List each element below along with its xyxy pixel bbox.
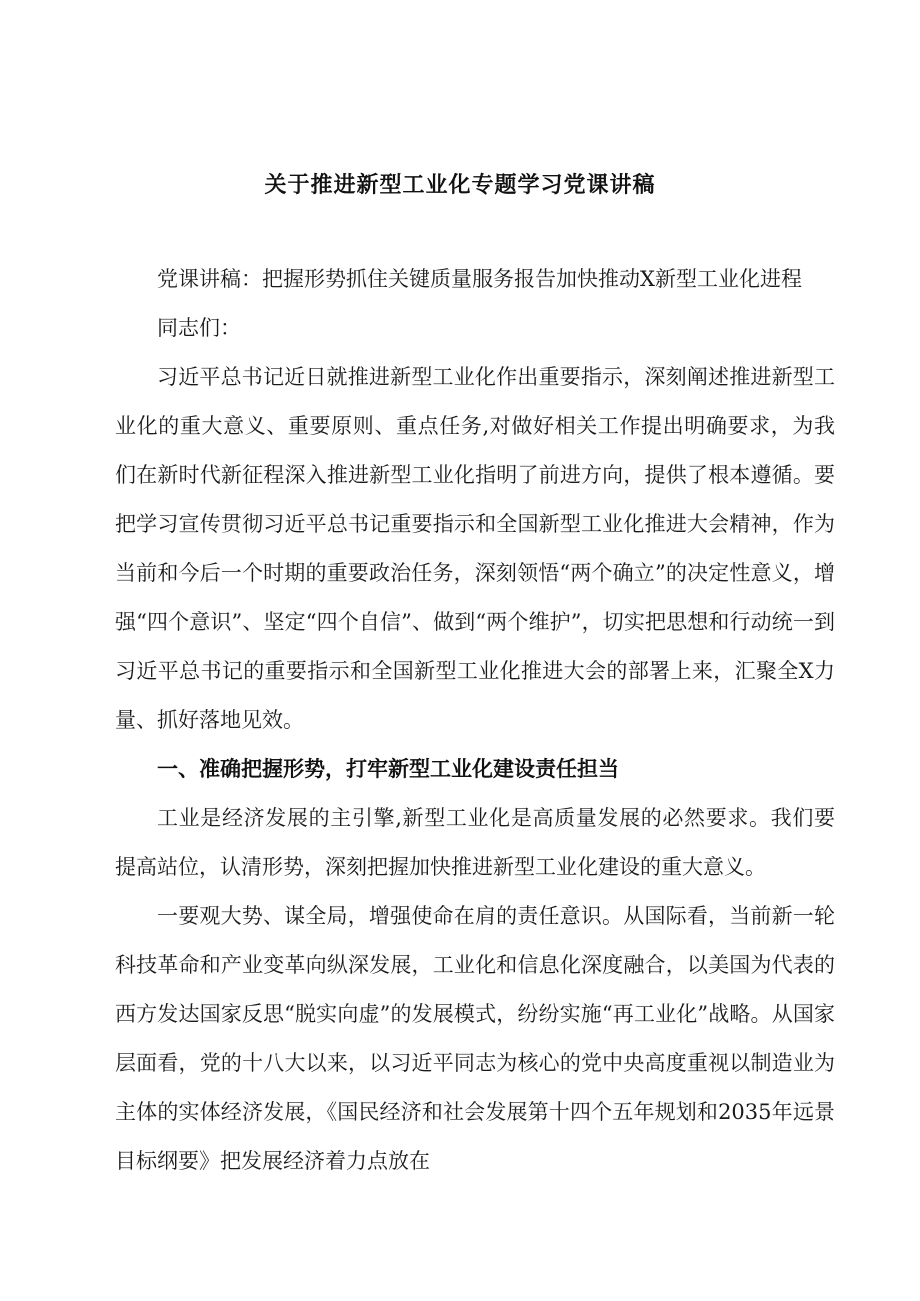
document-body	[115, 255, 835, 1186]
salutation: 同志们：	[157, 316, 241, 340]
document-title: 关于推进新型工业化专题学习党课讲稿	[264, 173, 656, 198]
section-heading: 一、准确把握形势，打牢新型工业化建设责任担当	[157, 757, 619, 781]
body-paragraph: 一要观大势、谋全局，增强使命在肩的责任意识。从国际看，当前新一轮科技革命和产业变革向纵深发展，工业化和信息化深度融合，以美国为代表的西方发达国家反思“脱实向虚”的发展模式，纷纷实施“再工业化”战略。从国家层面看，党的十八大以来，以习近平同志为核心的党中央高度重视以制造业为主体的实体经济发展，《国民经济和社会发展第十四个五年规划和2035年远景目标纲要》把发展经济着力点放在	[115, 904, 835, 1173]
subtitle-paragraph: 党课讲稿：把握形势抓住关键质量服务报告加快推动X新型工业化进程	[157, 267, 802, 291]
body-paragraph: 工业是经济发展的主引擎,新型工业化是高质量发展的必然要求。我们要提高站位，认清形势，深刻把握加快推进新型工业化建设的重大意义。	[115, 806, 835, 879]
body-paragraph: 习近平总书记近日就推进新型工业化作出重要指示，深刻阐述推进新型工业化的重大意义、重要原则、重点任务,对做好相关工作提出明确要求，为我们在新时代新征程深入推进新型工业化指明了前进方向，提供了根本遵循。要把学习宣传贯彻习近平总书记重要指示和全国新型工业化推进大会精神，作为当前和今后一个时期的重要政治任务，深刻领悟“两个确立”的决定性意义，增强“四个意识”、坚定“四个自信”、做到“两个维护”，切实把思想和行动统一到习近平总书记的重要指示和全国新型工业化推进大会的部署上来，汇聚全X力量、抓好落地见效。	[115, 365, 835, 732]
